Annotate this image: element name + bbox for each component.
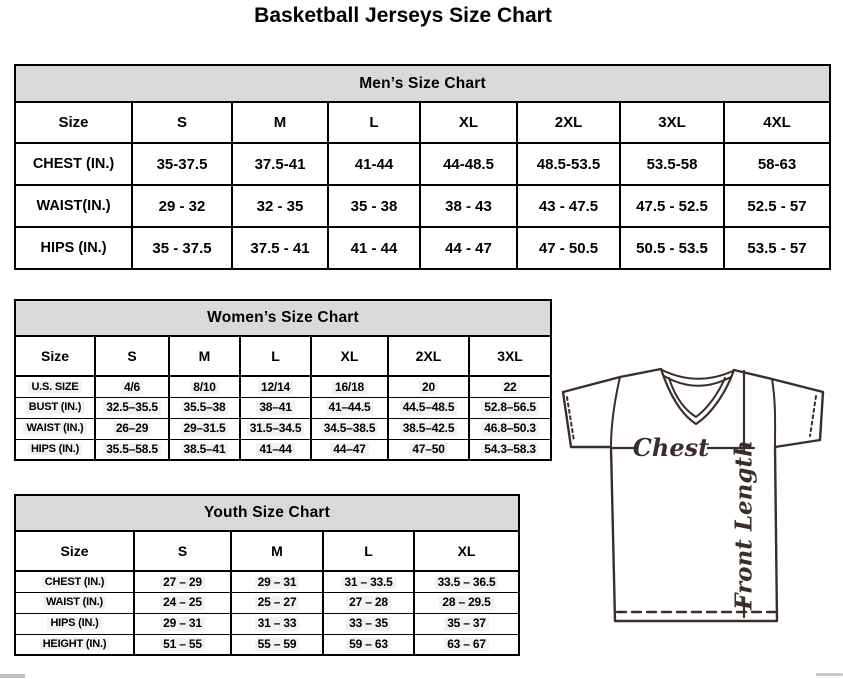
size-value-cell: 35-37.5	[132, 143, 232, 185]
size-value-cell: 47 - 50.5	[517, 227, 620, 269]
jersey-silhouette	[563, 369, 823, 621]
table-row	[15, 613, 519, 634]
row-label: HIPS (IN.)	[15, 439, 95, 460]
size-value-cell: 35 - 38	[328, 185, 420, 227]
size-value-cell: 41–44	[240, 439, 311, 460]
row-label: CHEST (IN.)	[15, 143, 132, 185]
row-label: BUST (IN.)	[15, 397, 95, 418]
column-header-xl: XL	[311, 336, 388, 376]
jersey-diagram-svg	[557, 361, 829, 663]
size-value-cell: 22	[469, 376, 551, 397]
size-value-cell: 44-48.5	[420, 143, 517, 185]
table-row	[15, 439, 551, 460]
column-header-4xl: 4XL	[724, 102, 830, 143]
size-value-cell: 37.5-41	[232, 143, 328, 185]
size-column-header: Size	[15, 102, 132, 143]
size-value-cell: 38 - 43	[420, 185, 517, 227]
size-value-cell: 16/18	[311, 376, 388, 397]
size-value-cell: 31.5–34.5	[240, 418, 311, 439]
size-value-cell: 44 - 47	[420, 227, 517, 269]
size-value-cell: 54.3–58.3	[469, 439, 551, 460]
size-value-cell: 58-63	[724, 143, 830, 185]
size-value-cell: 34.5–38.5	[311, 418, 388, 439]
size-value-cell: 53.5-58	[620, 143, 724, 185]
front-length-label: Front Length	[730, 440, 758, 610]
size-value-cell: 63 – 67	[414, 634, 519, 655]
size-value-cell: 29–31.5	[169, 418, 240, 439]
size-column-header: Size	[15, 336, 95, 376]
womens-size-table	[14, 299, 552, 461]
row-label: HIPS (IN.)	[15, 227, 132, 269]
size-value-cell: 27 – 29	[134, 571, 231, 592]
collar-back-arc-outer	[662, 370, 733, 379]
page-title: Basketball Jerseys Size Chart	[254, 4, 552, 27]
size-value-cell: 4/6	[95, 376, 169, 397]
size-value-cell: 12/14	[240, 376, 311, 397]
size-value-cell: 37.5 - 41	[232, 227, 328, 269]
column-header-row	[15, 102, 830, 143]
column-header-row	[15, 336, 551, 376]
table-title-row	[15, 65, 830, 102]
size-value-cell: 55 – 59	[231, 634, 323, 655]
table-row	[15, 634, 519, 655]
table-row	[15, 571, 519, 592]
size-value-cell: 43 - 47.5	[517, 185, 620, 227]
size-value-cell: 25 – 27	[231, 592, 323, 613]
table-row	[15, 592, 519, 613]
right-sleeve-dashed-line	[810, 396, 816, 436]
table-row	[15, 376, 551, 397]
size-value-cell: 50.5 - 53.5	[620, 227, 724, 269]
size-value-cell: 44–47	[311, 439, 388, 460]
column-header-row	[15, 531, 519, 571]
table-row	[15, 185, 830, 227]
size-value-cell: 59 – 63	[323, 634, 414, 655]
row-label: U.S. SIZE	[15, 376, 95, 397]
size-value-cell: 20	[388, 376, 469, 397]
youth-table-title: Youth Size Chart	[15, 495, 519, 531]
size-value-cell: 32 - 35	[232, 185, 328, 227]
size-value-cell: 41-44	[328, 143, 420, 185]
column-header-m: M	[231, 531, 323, 571]
size-value-cell: 48.5-53.5	[517, 143, 620, 185]
size-value-cell: 26–29	[95, 418, 169, 439]
size-value-cell: 46.8–50.3	[469, 418, 551, 439]
column-header-s: S	[95, 336, 169, 376]
row-label: WAIST (IN.)	[15, 418, 95, 439]
size-value-cell: 41–44.5	[311, 397, 388, 418]
size-value-cell: 35 – 37	[414, 613, 519, 634]
column-header-2xl: 2XL	[388, 336, 469, 376]
size-value-cell: 29 – 31	[231, 571, 323, 592]
size-value-cell: 52.8–56.5	[469, 397, 551, 418]
size-value-cell: 28 – 29.5	[414, 592, 519, 613]
size-value-cell: 38.5–42.5	[388, 418, 469, 439]
size-value-cell: 27 – 28	[323, 592, 414, 613]
size-column-header: Size	[15, 531, 134, 571]
size-value-cell: 8/10	[169, 376, 240, 397]
size-value-cell: 24 – 25	[134, 592, 231, 613]
column-header-l: L	[328, 102, 420, 143]
size-value-cell: 35.5–58.5	[95, 439, 169, 460]
row-label: HIPS (IN.)	[15, 613, 134, 634]
size-value-cell: 31 – 33.5	[323, 571, 414, 592]
column-header-xl: XL	[414, 531, 519, 571]
size-value-cell: 38–41	[240, 397, 311, 418]
horizontal-scrollbar-thumb-left[interactable]	[0, 674, 25, 678]
size-value-cell: 51 – 55	[134, 634, 231, 655]
size-value-cell: 33 – 35	[323, 613, 414, 634]
column-header-3xl: 3XL	[469, 336, 551, 376]
left-armhole-seam	[611, 377, 620, 447]
size-value-cell: 47.5 - 52.5	[620, 185, 724, 227]
table-row	[15, 227, 830, 269]
size-value-cell: 52.5 - 57	[724, 185, 830, 227]
size-value-cell: 33.5 – 36.5	[414, 571, 519, 592]
row-label: CHEST (IN.)	[15, 571, 134, 592]
column-header-s: S	[134, 531, 231, 571]
size-value-cell: 47–50	[388, 439, 469, 460]
table-title-row	[15, 495, 519, 531]
column-header-l: L	[240, 336, 311, 376]
column-header-s: S	[132, 102, 232, 143]
size-value-cell: 35.5–38	[169, 397, 240, 418]
table-row	[15, 397, 551, 418]
size-value-cell: 38.5–41	[169, 439, 240, 460]
column-header-xl: XL	[420, 102, 517, 143]
column-header-2xl: 2XL	[517, 102, 620, 143]
row-label: WAIST(IN.)	[15, 185, 132, 227]
row-label: WAIST (IN.)	[15, 592, 134, 613]
column-header-3xl: 3XL	[620, 102, 724, 143]
mens-table-title: Men’s Size Chart	[15, 65, 830, 102]
chest-label: Chest	[632, 433, 710, 462]
jersey-measurement-diagram	[557, 361, 829, 663]
size-value-cell: 44.5–48.5	[388, 397, 469, 418]
youth-size-table	[14, 494, 520, 656]
horizontal-scrollbar-thumb-right[interactable]	[816, 673, 843, 676]
womens-table-title: Women’s Size Chart	[15, 300, 551, 336]
size-value-cell: 35 - 37.5	[132, 227, 232, 269]
table-row	[15, 418, 551, 439]
table-row	[15, 143, 830, 185]
mens-size-table	[14, 64, 831, 270]
size-value-cell: 53.5 - 57	[724, 227, 830, 269]
column-header-m: M	[232, 102, 328, 143]
row-label: HEIGHT (IN.)	[15, 634, 134, 655]
right-armhole-seam	[772, 379, 775, 447]
size-value-cell: 29 - 32	[132, 185, 232, 227]
size-value-cell: 29 – 31	[134, 613, 231, 634]
column-header-m: M	[169, 336, 240, 376]
size-value-cell: 41 - 44	[328, 227, 420, 269]
size-value-cell: 31 – 33	[231, 613, 323, 634]
size-value-cell: 32.5–35.5	[95, 397, 169, 418]
table-title-row	[15, 300, 551, 336]
column-header-l: L	[323, 531, 414, 571]
